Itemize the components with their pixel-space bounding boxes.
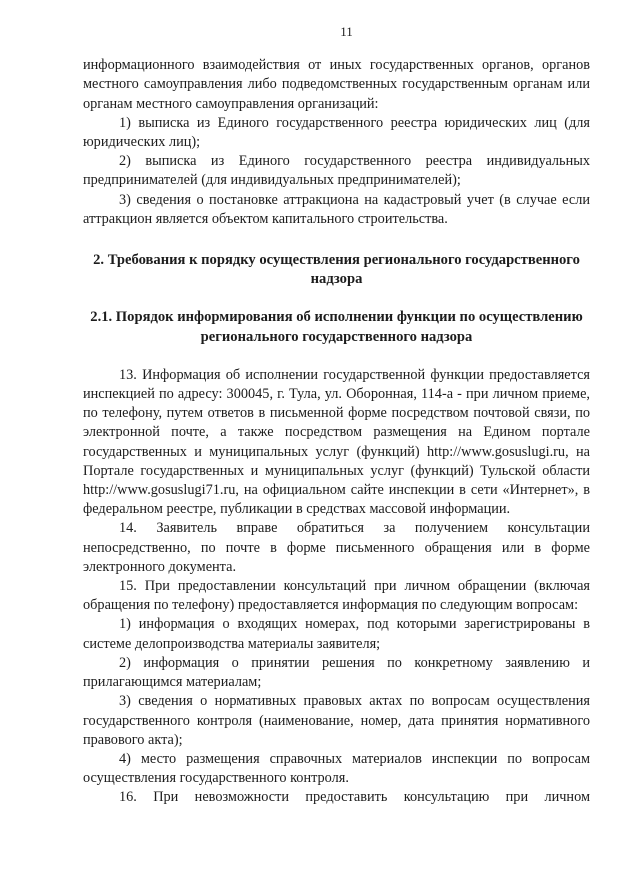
section-heading: 2. Требования к порядку осуществления регионального государственного надзора bbox=[93, 252, 580, 288]
paragraph: 3) сведения о постановке аттракциона на кадастровый учет (в случае если аттракцион является объектом капитального строительства. bbox=[83, 191, 590, 227]
paragraph: 2) информация о принятии решения по конкретному заявлению и прилагающимся материалам; bbox=[83, 654, 590, 691]
paragraph: 3) сведения о нормативных правовых актах по вопросам осуществления государственного контроля (наименование, номер, дата принятия нормативного правового акта); bbox=[83, 693, 590, 748]
paragraph: информационного взаимодействия от иных государственных органов, органов местного самоуправления либо подведомственных государственным органам или органам местного самоуправления организаций: bbox=[83, 57, 590, 112]
subsection-heading: 2.1. Порядок информирования об исполнении функции по осуществлению регионального государственного надзора bbox=[90, 309, 583, 345]
paragraph: 16. При невозможности предоставить консультацию при личном bbox=[119, 789, 590, 806]
paragraph: 4) место размещения справочных материалов инспекции по вопросам осуществления государственного контроля. bbox=[83, 750, 590, 787]
page-number: 11 bbox=[340, 24, 353, 39]
paragraph: 2) выписка из Единого государственного реестра индивидуальных предпринимателей (для индивидуальных предпринимателей); bbox=[83, 153, 590, 189]
document-body bbox=[83, 56, 590, 807]
paragraph: 14. Заявитель вправе обратиться за получением консультации непосредственно, по почте в форме письменного обращения или в форме электронного документа. bbox=[83, 520, 590, 575]
paragraph: 1) информация о входящих номерах, под которыми зарегистрированы в системе делопроизводства материалы заявителя; bbox=[83, 616, 590, 652]
paragraph: 1) выписка из Единого государственного реестра юридических лиц (для юридических лиц); bbox=[83, 114, 590, 151]
paragraph: 13. Информация об исполнении государственной функции предоставляется инспекцией по адресу: 300045, г. Тула, ул. Оборонная, 114-а - при личном приеме, по телефону, путем ответов в письменной форме посредством почтовой связи, по электронной почте, а также посредством размещения на Едином портале государственных и муниципальных услуг (функций) http://www.gosuslugi.ru, на Портале государственных и муниципальных услуг (функций) Тульской области http://www.gosuslugi71.ru, на официальном сайте инспекции в сети «Интернет», в федеральном реестре, публикации в средствах массовой информации. bbox=[83, 366, 590, 518]
paragraph: 15. При предоставлении консультаций при личном обращении (включая обращения по телефону) предоставляется информация по следующим вопросам: bbox=[83, 578, 590, 614]
